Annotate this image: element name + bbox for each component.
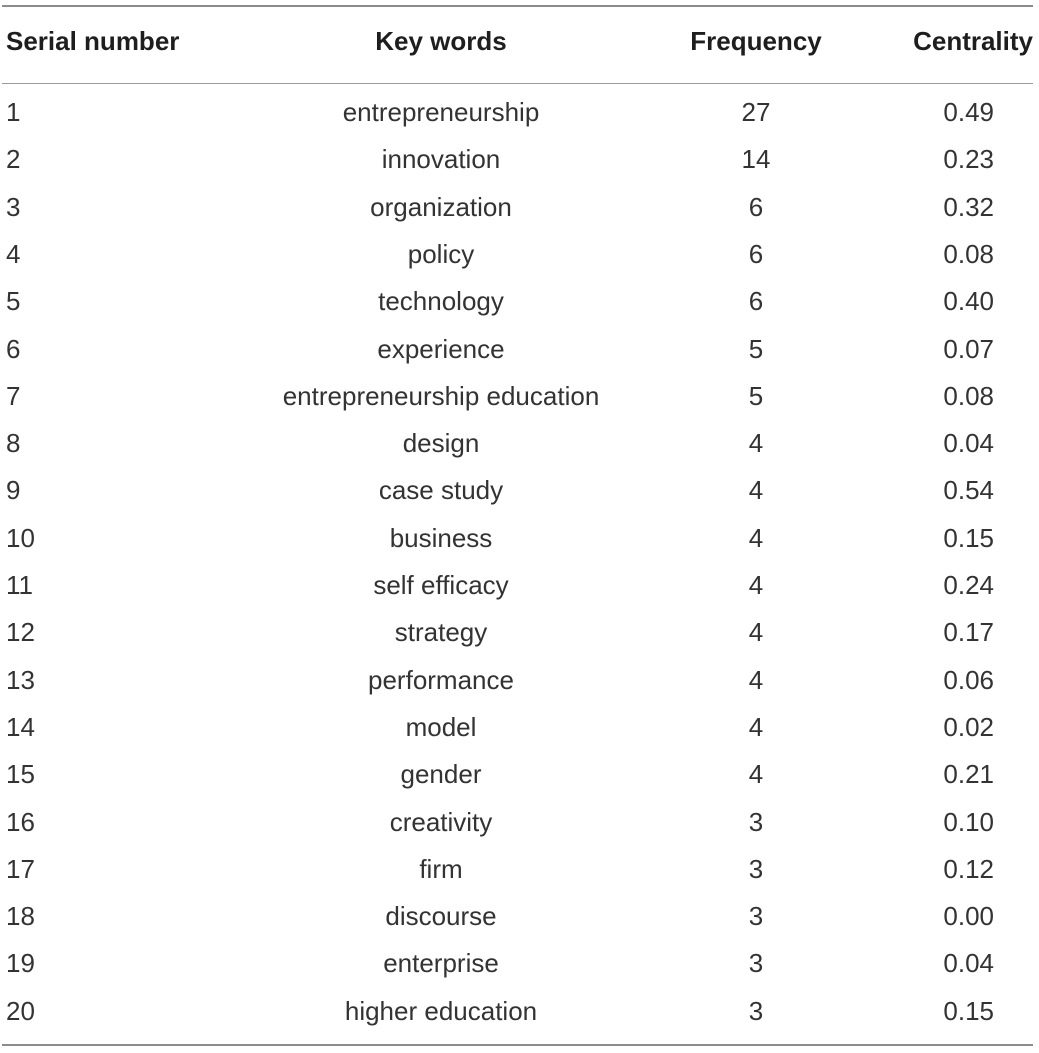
centrality-cell: 0.54 xyxy=(943,475,994,506)
table-header-row xyxy=(0,20,1039,62)
keyword-cell: organization xyxy=(370,191,512,222)
table-bottom-rule xyxy=(2,1044,1033,1046)
table-row xyxy=(0,328,1039,370)
centrality-cell: 0.00 xyxy=(943,901,994,932)
centrality-cell: 0.15 xyxy=(943,522,994,553)
header-frequency: Frequency xyxy=(690,26,822,56)
serial-number-cell: 10 xyxy=(6,522,35,553)
table-row xyxy=(0,422,1039,464)
table-row xyxy=(0,469,1039,511)
table-row xyxy=(0,91,1039,133)
keyword-cell: technology xyxy=(378,286,504,317)
table-row xyxy=(0,375,1039,417)
table-top-rule xyxy=(2,5,1033,7)
frequency-cell: 4 xyxy=(748,570,764,600)
table-row xyxy=(0,280,1039,322)
serial-number-cell: 8 xyxy=(6,428,21,459)
frequency-cell: 4 xyxy=(748,759,764,790)
serial-number-cell: 14 xyxy=(6,711,35,742)
centrality-cell: 0.17 xyxy=(943,617,994,648)
frequency-cell: 3 xyxy=(748,806,764,837)
serial-number-cell: 18 xyxy=(6,901,35,932)
keyword-cell: creativity xyxy=(389,806,493,837)
serial-number-cell: 9 xyxy=(6,475,21,506)
table-row xyxy=(0,990,1039,1032)
centrality-cell: 0.21 xyxy=(943,759,994,790)
keyword-cell: self efficacy xyxy=(373,570,509,600)
serial-number-cell: 15 xyxy=(6,759,35,790)
table-row xyxy=(0,611,1039,653)
frequency-cell: 4 xyxy=(748,428,764,459)
serial-number-cell: 13 xyxy=(6,664,35,695)
serial-number-cell: 19 xyxy=(6,948,35,979)
centrality-cell: 0.12 xyxy=(943,853,994,884)
keyword-cell: model xyxy=(405,711,477,742)
keyword-cell: entrepreneurship xyxy=(342,97,540,127)
table-row xyxy=(0,233,1039,275)
frequency-cell: 4 xyxy=(748,522,764,553)
keyword-cell: firm xyxy=(419,853,463,884)
keyword-cell: case study xyxy=(378,475,504,506)
centrality-cell: 0.04 xyxy=(943,948,994,979)
table-row xyxy=(0,753,1039,795)
frequency-cell: 4 xyxy=(748,617,764,648)
table-row xyxy=(0,848,1039,890)
keyword-cell: higher education xyxy=(344,995,538,1026)
frequency-cell: 6 xyxy=(748,286,764,317)
frequency-cell: 4 xyxy=(748,711,764,742)
frequency-cell: 6 xyxy=(748,191,764,222)
header-centrality: Centrality xyxy=(913,26,1033,56)
table-row xyxy=(0,659,1039,701)
table-row xyxy=(0,138,1039,180)
table-row xyxy=(0,706,1039,748)
keyword-cell: innovation xyxy=(381,144,501,175)
centrality-cell: 0.07 xyxy=(943,333,994,364)
centrality-cell: 0.15 xyxy=(943,995,994,1026)
keyword-cell: design xyxy=(402,428,480,459)
serial-number-cell: 11 xyxy=(6,570,33,600)
centrality-cell: 0.10 xyxy=(943,806,994,837)
serial-number-cell: 3 xyxy=(6,191,21,222)
keyword-cell: performance xyxy=(368,664,514,695)
frequency-cell: 5 xyxy=(748,333,764,364)
table-row xyxy=(0,564,1039,606)
keyword-cell: experience xyxy=(377,333,505,364)
frequency-cell: 5 xyxy=(748,380,764,411)
table-row xyxy=(0,517,1039,559)
table-row xyxy=(0,801,1039,843)
frequency-cell: 3 xyxy=(748,995,764,1026)
centrality-cell: 0.49 xyxy=(943,97,994,127)
centrality-cell: 0.08 xyxy=(943,238,994,269)
keyword-cell: enterprise xyxy=(383,948,499,979)
serial-number-cell: 20 xyxy=(6,995,35,1026)
serial-number-cell: 16 xyxy=(6,806,35,837)
serial-number-cell: 12 xyxy=(6,617,35,648)
keyword-cell: business xyxy=(389,522,493,553)
keyword-cell: strategy xyxy=(394,617,488,648)
centrality-cell: 0.32 xyxy=(943,191,994,222)
centrality-cell: 0.02 xyxy=(943,711,994,742)
serial-number-cell: 2 xyxy=(6,144,21,175)
centrality-cell: 0.40 xyxy=(943,286,994,317)
table-row xyxy=(0,186,1039,228)
keyword-cell: discourse xyxy=(385,901,497,932)
table-header-rule xyxy=(2,83,1033,84)
frequency-cell: 27 xyxy=(741,97,771,127)
keyword-cell: entrepreneurship education xyxy=(282,380,600,411)
centrality-cell: 0.24 xyxy=(943,570,994,600)
serial-number-cell: 1 xyxy=(6,97,21,127)
header-serial-number: Serial number xyxy=(6,26,180,56)
keyword-cell: policy xyxy=(407,238,475,269)
serial-number-cell: 6 xyxy=(6,333,21,364)
frequency-cell: 3 xyxy=(748,901,764,932)
keyword-cell: gender xyxy=(400,759,482,790)
serial-number-cell: 4 xyxy=(6,238,21,269)
frequency-cell: 4 xyxy=(748,475,764,506)
frequency-cell: 3 xyxy=(748,948,764,979)
table-row xyxy=(0,895,1039,937)
centrality-cell: 0.08 xyxy=(943,380,994,411)
serial-number-cell: 17 xyxy=(6,853,35,884)
header-key-words: Key words xyxy=(375,26,507,56)
centrality-cell: 0.06 xyxy=(943,664,994,695)
frequency-cell: 6 xyxy=(748,238,764,269)
centrality-cell: 0.04 xyxy=(943,428,994,459)
serial-number-cell: 5 xyxy=(6,286,21,317)
frequency-cell: 14 xyxy=(741,144,771,175)
frequency-cell: 3 xyxy=(748,853,764,884)
centrality-cell: 0.23 xyxy=(943,144,994,175)
serial-number-cell: 7 xyxy=(6,380,21,411)
table-row xyxy=(0,942,1039,984)
frequency-cell: 4 xyxy=(748,664,764,695)
